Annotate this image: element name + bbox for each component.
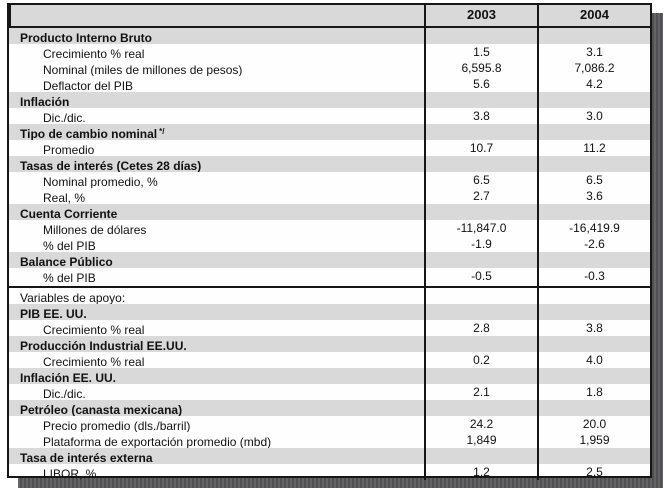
value-2003: 3.8 [424, 108, 537, 124]
row-label: Tasas de interés (Cetes 28 días) [20, 159, 202, 172]
value-2004: 2.5 [537, 464, 650, 480]
table-row [9, 320, 650, 336]
row-label: Crecimiento % real [43, 47, 145, 60]
row-label: Nominal promedio, % [43, 175, 158, 188]
label-column-header [9, 5, 424, 26]
row-label: Crecimiento % real [43, 355, 145, 368]
table-row [9, 124, 650, 140]
row-label: Petróleo (canasta mexicana) [20, 403, 183, 416]
value-2004: 20.0 [537, 416, 650, 432]
table-row [9, 336, 650, 352]
row-label: Cuenta Corriente [20, 207, 118, 220]
value-2004 [537, 156, 650, 172]
value-2003 [424, 252, 537, 268]
value-2003: 2.8 [424, 320, 537, 336]
table-row [9, 76, 650, 92]
value-2004 [537, 92, 650, 108]
value-2003: 1,849 [424, 432, 537, 448]
table-row [9, 432, 650, 448]
table-row [9, 352, 650, 368]
value-2003: 1.5 [424, 44, 537, 60]
value-2004: -16,419.9 [537, 220, 650, 236]
row-label: Variables de apoyo: [20, 291, 126, 304]
value-2003 [424, 288, 537, 304]
table-row [9, 140, 650, 156]
value-2003: -1.9 [424, 236, 537, 252]
value-2003: 10.7 [424, 140, 537, 156]
row-label: Tasa de interés externa [20, 451, 153, 464]
value-2004: 3.6 [537, 188, 650, 204]
row-label: Real, % [43, 191, 86, 204]
value-2004 [537, 448, 650, 464]
value-2004: 4.2 [537, 76, 650, 92]
value-2004: -0.3 [537, 268, 650, 286]
table-row [9, 368, 650, 384]
value-2003 [424, 304, 537, 320]
value-2003 [424, 368, 537, 384]
table-row [9, 92, 650, 108]
row-label: PIB EE. UU. [20, 307, 87, 320]
table-body [9, 28, 650, 480]
table-row [9, 60, 650, 76]
year-column-header-2003: 2003 [424, 5, 537, 26]
table-row [9, 44, 650, 60]
value-2003: 2.1 [424, 384, 537, 400]
value-2003: 2.7 [424, 188, 537, 204]
value-2003: -0.5 [424, 268, 537, 286]
row-label: LIBOR, % [43, 467, 97, 480]
value-2004: 6.5 [537, 172, 650, 188]
row-label: Producto Interno Bruto [20, 31, 152, 44]
value-2003 [424, 156, 537, 172]
row-label: Plataforma de exportación promedio (mbd) [43, 435, 272, 448]
value-2003 [424, 204, 537, 220]
value-2004 [537, 124, 650, 140]
value-2004 [537, 336, 650, 352]
table-row [9, 252, 650, 268]
table-row [9, 204, 650, 220]
value-2003: 6,595.8 [424, 60, 537, 76]
table-row [9, 28, 650, 44]
row-label: Dic./dic. [43, 111, 86, 124]
row-label: Nominal (miles de millones de pesos) [43, 63, 243, 76]
value-2004: -2.6 [537, 236, 650, 252]
value-2004 [537, 204, 650, 220]
value-2003: 1.2 [424, 464, 537, 480]
value-2003: 0.2 [424, 352, 537, 368]
row-label: Precio promedio (dls./barril) [43, 419, 191, 432]
value-2003 [424, 336, 537, 352]
row-label: Dic./dic. [43, 387, 86, 400]
table-row [9, 288, 650, 304]
table-row [9, 400, 650, 416]
value-2004 [537, 368, 650, 384]
table-row [9, 108, 650, 124]
row-label: Balance Público [20, 255, 113, 268]
value-2004 [537, 288, 650, 304]
value-2003 [424, 400, 537, 416]
row-label: % del PIB [43, 271, 96, 285]
row-label: Promedio [43, 143, 95, 156]
value-2004: 3.8 [537, 320, 650, 336]
value-2004: 4.0 [537, 352, 650, 368]
value-2003 [424, 448, 537, 464]
value-2004: 3.0 [537, 108, 650, 124]
table-header-row [9, 5, 650, 28]
value-2003 [424, 124, 537, 140]
value-2003: 6.5 [424, 172, 537, 188]
value-2004: 1,959 [537, 432, 650, 448]
value-2004: 1.8 [537, 384, 650, 400]
year-column-header-2004: 2004 [537, 5, 650, 26]
table-row [9, 464, 650, 480]
value-2004: 11.2 [537, 140, 650, 156]
value-2003: 24.2 [424, 416, 537, 432]
value-2004 [537, 28, 650, 44]
value-2003: -11,847.0 [424, 220, 537, 236]
footnote-marker: */ [159, 127, 165, 136]
table-row [9, 172, 650, 188]
table-row [9, 220, 650, 236]
row-label: Tipo de cambio nominal [20, 127, 158, 140]
row-label: Inflación [20, 95, 70, 108]
row-label: Inflación EE. UU. [20, 371, 117, 384]
row-label: Deflactor del PIB [43, 79, 134, 92]
row-label: % del PIB [43, 239, 96, 252]
table-row [9, 188, 650, 204]
table-row [9, 268, 650, 288]
value-2003: 5.6 [424, 76, 537, 92]
value-2004: 3.1 [537, 44, 650, 60]
value-2004 [537, 252, 650, 268]
table-row [9, 156, 650, 172]
table-row [9, 236, 650, 252]
row-label: Millones de dólares [43, 223, 147, 236]
table-row [9, 448, 650, 464]
value-2004 [537, 400, 650, 416]
economic-indicators-table [7, 3, 652, 478]
row-label: Producción Industrial EE.UU. [20, 339, 187, 352]
table-row [9, 304, 650, 320]
value-2004: 7,086.2 [537, 60, 650, 76]
row-label: Crecimiento % real [43, 323, 145, 336]
table-row [9, 384, 650, 400]
value-2004 [537, 304, 650, 320]
value-2003 [424, 28, 537, 44]
value-2003 [424, 92, 537, 108]
table-row [9, 416, 650, 432]
